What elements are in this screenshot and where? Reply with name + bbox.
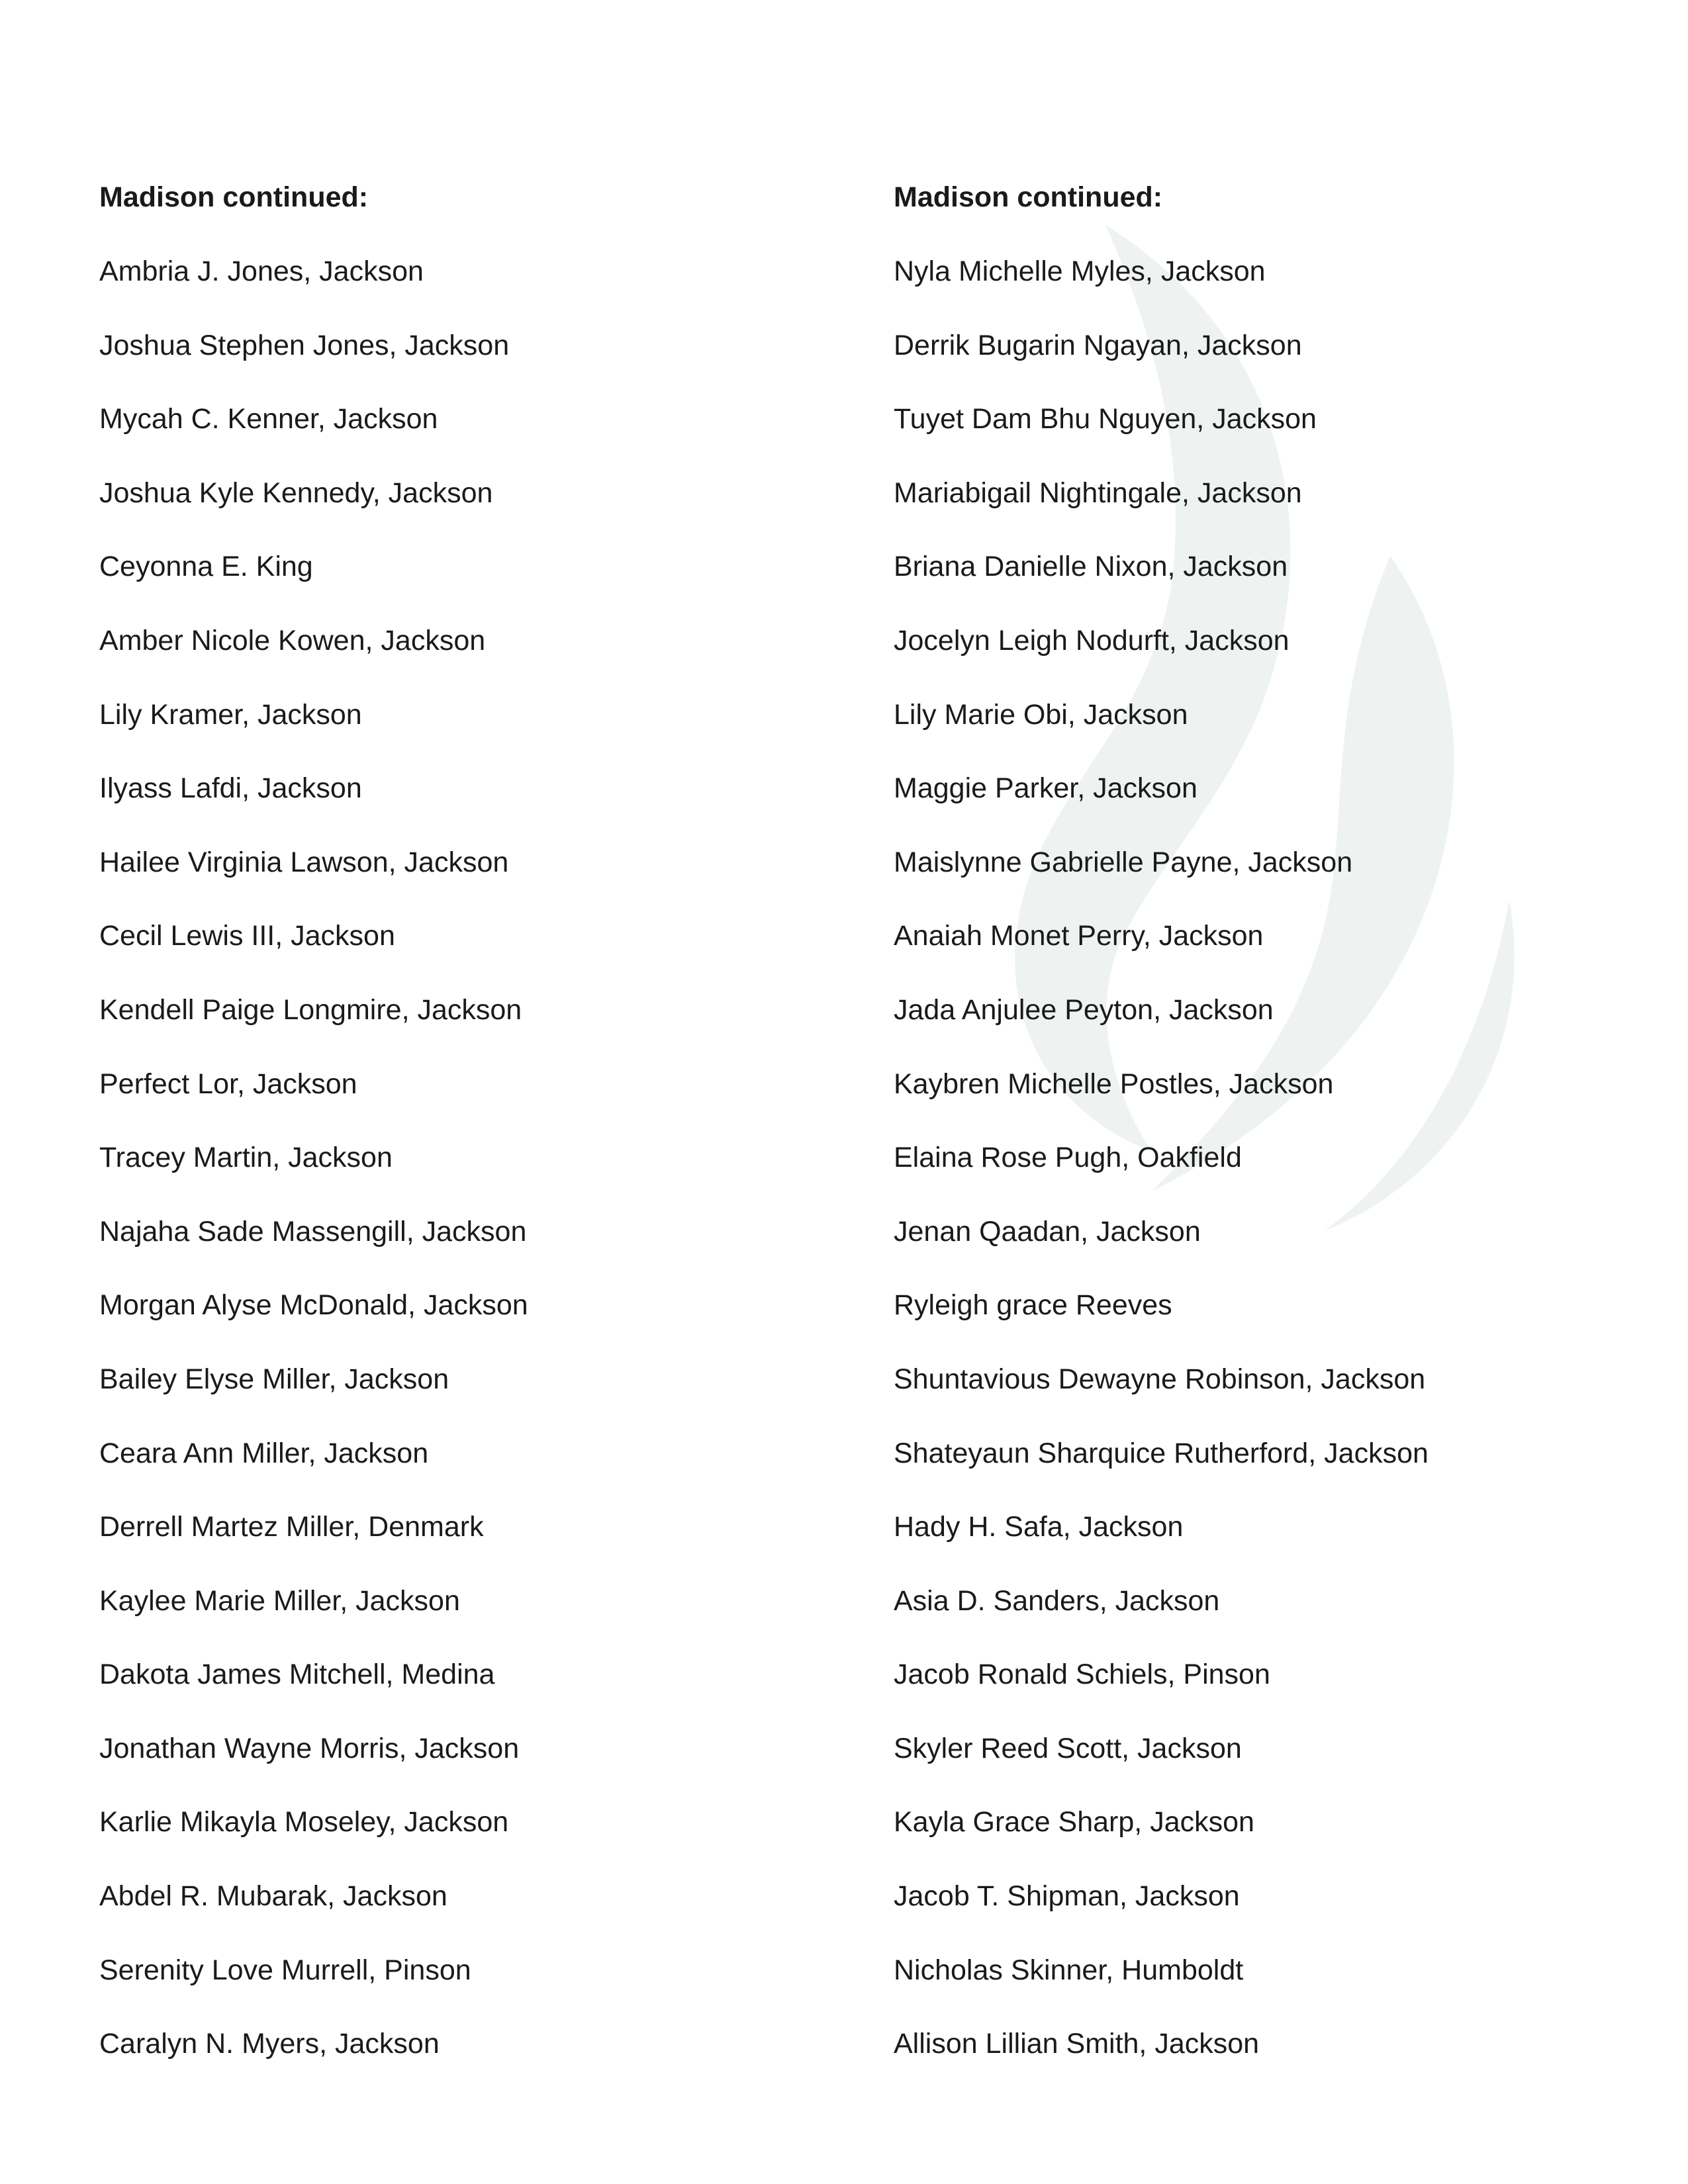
list-item: Derrell Martez Miller, Denmark (99, 1511, 484, 1543)
list-item: Hady H. Safa, Jackson (894, 1511, 1184, 1543)
list-item: Jacob Ronald Schiels, Pinson (894, 1659, 1270, 1691)
list-item: Allison Lillian Smith, Jackson (894, 2028, 1260, 2060)
list-item: Bailey Elyse Miller, Jackson (99, 1363, 449, 1395)
list-item: Ryleigh grace Reeves (894, 1289, 1172, 1322)
list-item: Ceara Ann Miller, Jackson (99, 1437, 429, 1469)
list-item: Mariabigail Nightingale, Jackson (894, 477, 1302, 509)
list-item: Dakota James Mitchell, Medina (99, 1659, 495, 1691)
list-item: Derrik Bugarin Ngayan, Jackson (894, 329, 1302, 361)
list-item: Ceyonna E. King (99, 551, 313, 583)
list-item: Ilyass Lafdi, Jackson (99, 772, 362, 805)
list-item: Kaylee Marie Miller, Jackson (99, 1584, 460, 1617)
list-item: Perfect Lor, Jackson (99, 1068, 357, 1100)
right-column (894, 179, 1655, 2099)
list-item: Lily Marie Obi, Jackson (894, 698, 1188, 731)
list-item: Jada Anjulee Peyton, Jackson (894, 993, 1274, 1026)
list-item: Jenan Qaadan, Jackson (894, 1215, 1201, 1248)
list-item: Maggie Parker, Jackson (894, 772, 1197, 805)
list-item: Karlie Mikayla Moseley, Jackson (99, 1806, 509, 1839)
left-column (99, 179, 861, 2099)
list-item: Tuyet Dam Bhu Nguyen, Jackson (894, 403, 1317, 435)
list-item: Jonathan Wayne Morris, Jackson (99, 1732, 520, 1764)
name-list (99, 253, 861, 2062)
list-item: Shateyaun Sharquice Rutherford, Jackson (894, 1437, 1429, 1469)
list-item: Asia D. Sanders, Jackson (894, 1584, 1220, 1617)
section-heading: Madison continued: (99, 181, 369, 213)
list-item: Anaiah Monet Perry, Jackson (894, 920, 1264, 952)
list-item: Amber Nicole Kowen, Jackson (99, 624, 486, 657)
list-item: Jacob T. Shipman, Jackson (894, 1880, 1240, 1913)
list-item: Abdel R. Mubarak, Jackson (99, 1880, 447, 1913)
list-item: Lily Kramer, Jackson (99, 698, 362, 731)
list-item: Najaha Sade Massengill, Jackson (99, 1215, 527, 1248)
section-heading: Madison continued: (894, 181, 1163, 213)
list-item: Kayla Grace Sharp, Jackson (894, 1806, 1254, 1839)
list-item: Kendell Paige Longmire, Jackson (99, 993, 522, 1026)
list-item: Morgan Alyse McDonald, Jackson (99, 1289, 528, 1322)
list-item: Serenity Love Murrell, Pinson (99, 1954, 471, 1986)
list-item: Skyler Reed Scott, Jackson (894, 1732, 1242, 1764)
name-list (894, 253, 1655, 2062)
list-item: Joshua Kyle Kennedy, Jackson (99, 477, 493, 509)
list-item: Hailee Virginia Lawson, Jackson (99, 846, 509, 878)
list-item: Nicholas Skinner, Humboldt (894, 1954, 1244, 1986)
list-item: Jocelyn Leigh Nodurft, Jackson (894, 624, 1289, 657)
list-item: Shuntavious Dewayne Robinson, Jackson (894, 1363, 1426, 1395)
list-item: Caralyn N. Myers, Jackson (99, 2028, 440, 2060)
list-item: Maislynne Gabrielle Payne, Jackson (894, 846, 1353, 878)
list-item: Elaina Rose Pugh, Oakfield (894, 1142, 1242, 1174)
list-item: Ambria J. Jones, Jackson (99, 255, 424, 287)
list-item: Briana Danielle Nixon, Jackson (894, 551, 1288, 583)
list-item: Cecil Lewis III, Jackson (99, 920, 395, 952)
list-item: Mycah C. Kenner, Jackson (99, 403, 438, 435)
list-item: Nyla Michelle Myles, Jackson (894, 255, 1266, 287)
list-item: Joshua Stephen Jones, Jackson (99, 329, 510, 361)
list-item: Tracey Martin, Jackson (99, 1142, 393, 1174)
list-item: Kaybren Michelle Postles, Jackson (894, 1068, 1334, 1100)
